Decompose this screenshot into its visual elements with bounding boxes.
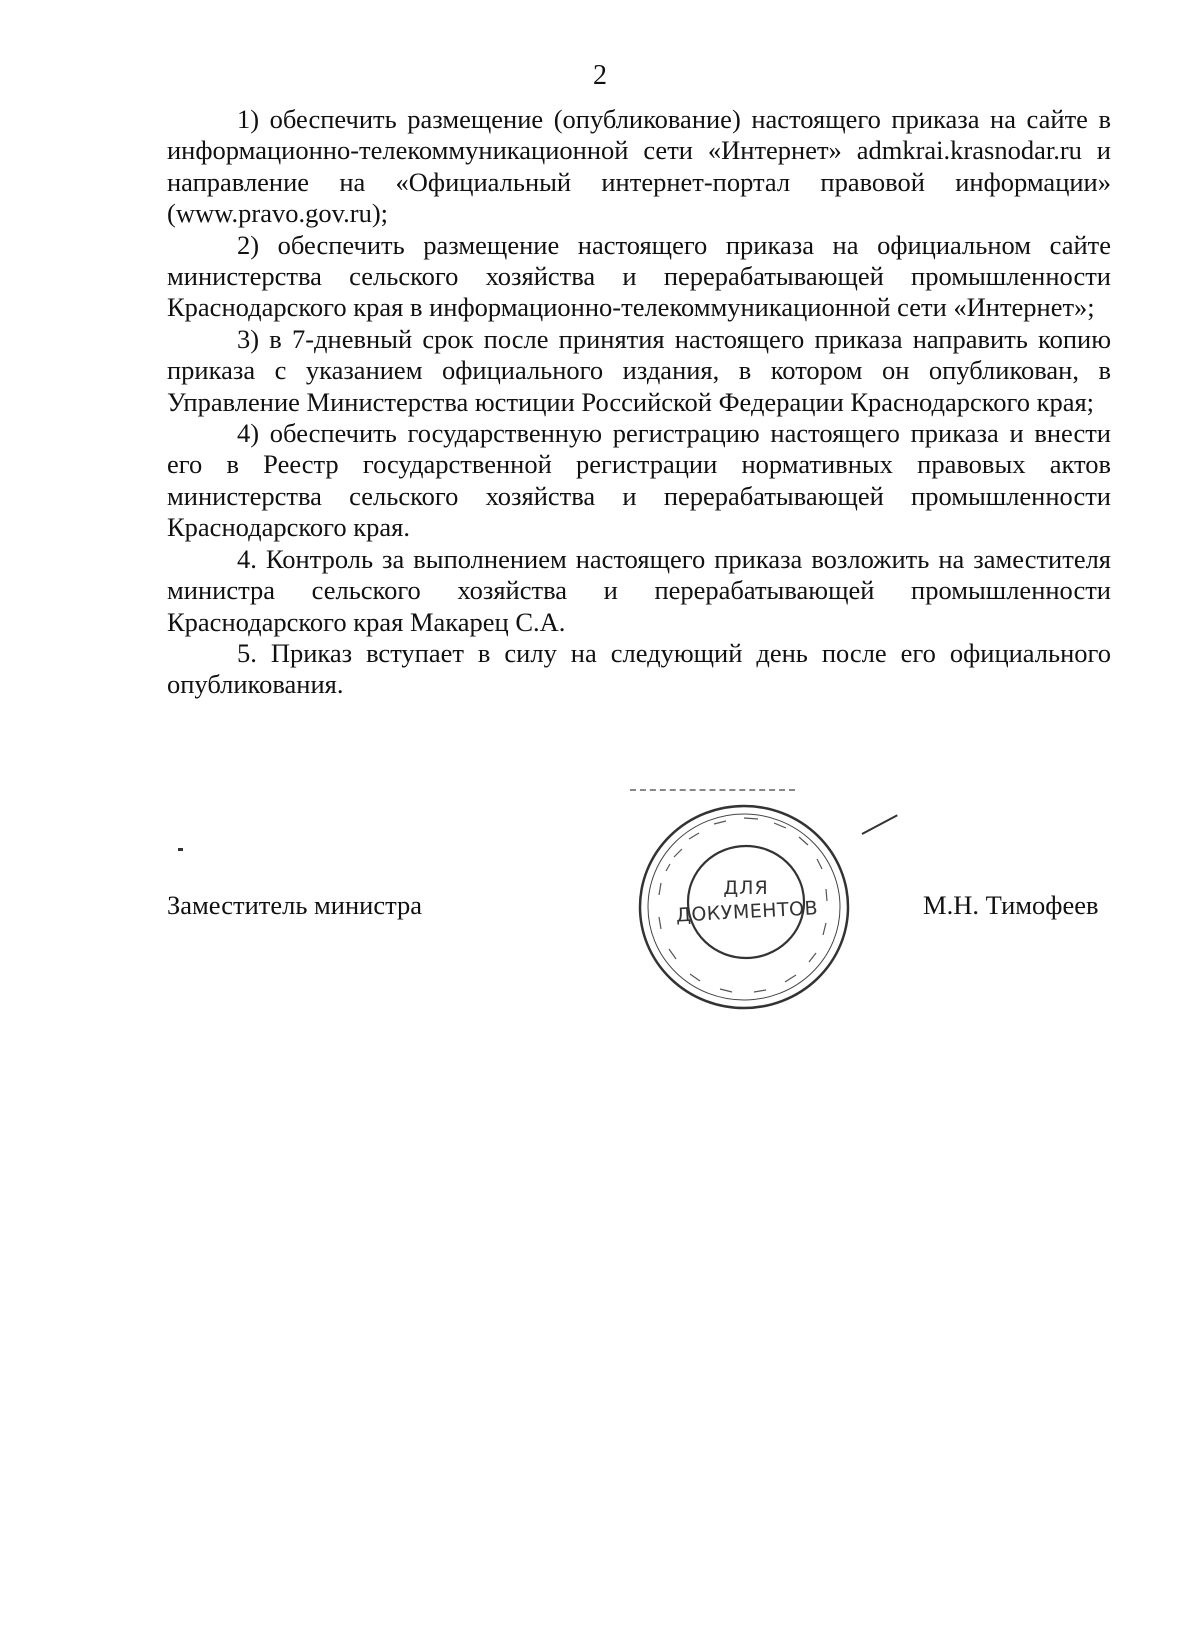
paragraph-item-1: 1) обеспечить размещение (опубликование) настоящего приказа на сайте в информационно-телекоммуникационной сети «Интернет» admkrai.krasnodar.ru и направление на «Официальный интернет-портал правовой информации» (www.pravo.gov.ru); xyxy=(167,104,1111,229)
paragraph-item-4: 4) обеспечить государственную регистрацию настоящего приказа и внести его в Реестр государственной регистрации нормативных правовых актов министерства сельского хозяйства и перерабатывающей промышленности Краснодарского края. xyxy=(167,418,1111,543)
handwritten-dash-mark xyxy=(630,789,795,791)
paragraph-item-3: 3) в 7-дневный срок после принятия настоящего приказа направить копию приказа с указанием официального издания, в котором он опубликован, в Управление Министерства юстиции Российской Федерации Краснодарского края; xyxy=(167,323,1111,417)
signatory-name: М.Н. Тимофеев xyxy=(923,890,1099,920)
stamp-text-line-2: ДОКУМЕНТОВ xyxy=(675,897,819,927)
document-body xyxy=(167,104,1111,701)
scan-speck xyxy=(178,848,183,851)
paragraph-effective-date: 5. Приказ вступает в силу на следующий день после его официального опубликования. xyxy=(167,637,1111,700)
signatory-title: Заместитель министра xyxy=(167,890,423,920)
stamp-text-line-1: ДЛЯ xyxy=(723,877,769,899)
handwritten-stroke-mark xyxy=(862,814,898,835)
paragraph-control: 4. Контроль за выполнением настоящего приказа возложить на заместителя министра сельского хозяйства и перерабатывающей промышленности Краснодарского края Макарец С.А. xyxy=(167,543,1111,637)
paragraph-item-2: 2) обеспечить размещение настоящего приказа на официальном сайте министерства сельского хозяйства и перерабатывающей промышленности Краснодарского края в информационно-телекоммуникационной сети «Интернет»; xyxy=(167,229,1111,323)
page-number: 2 xyxy=(593,60,607,91)
